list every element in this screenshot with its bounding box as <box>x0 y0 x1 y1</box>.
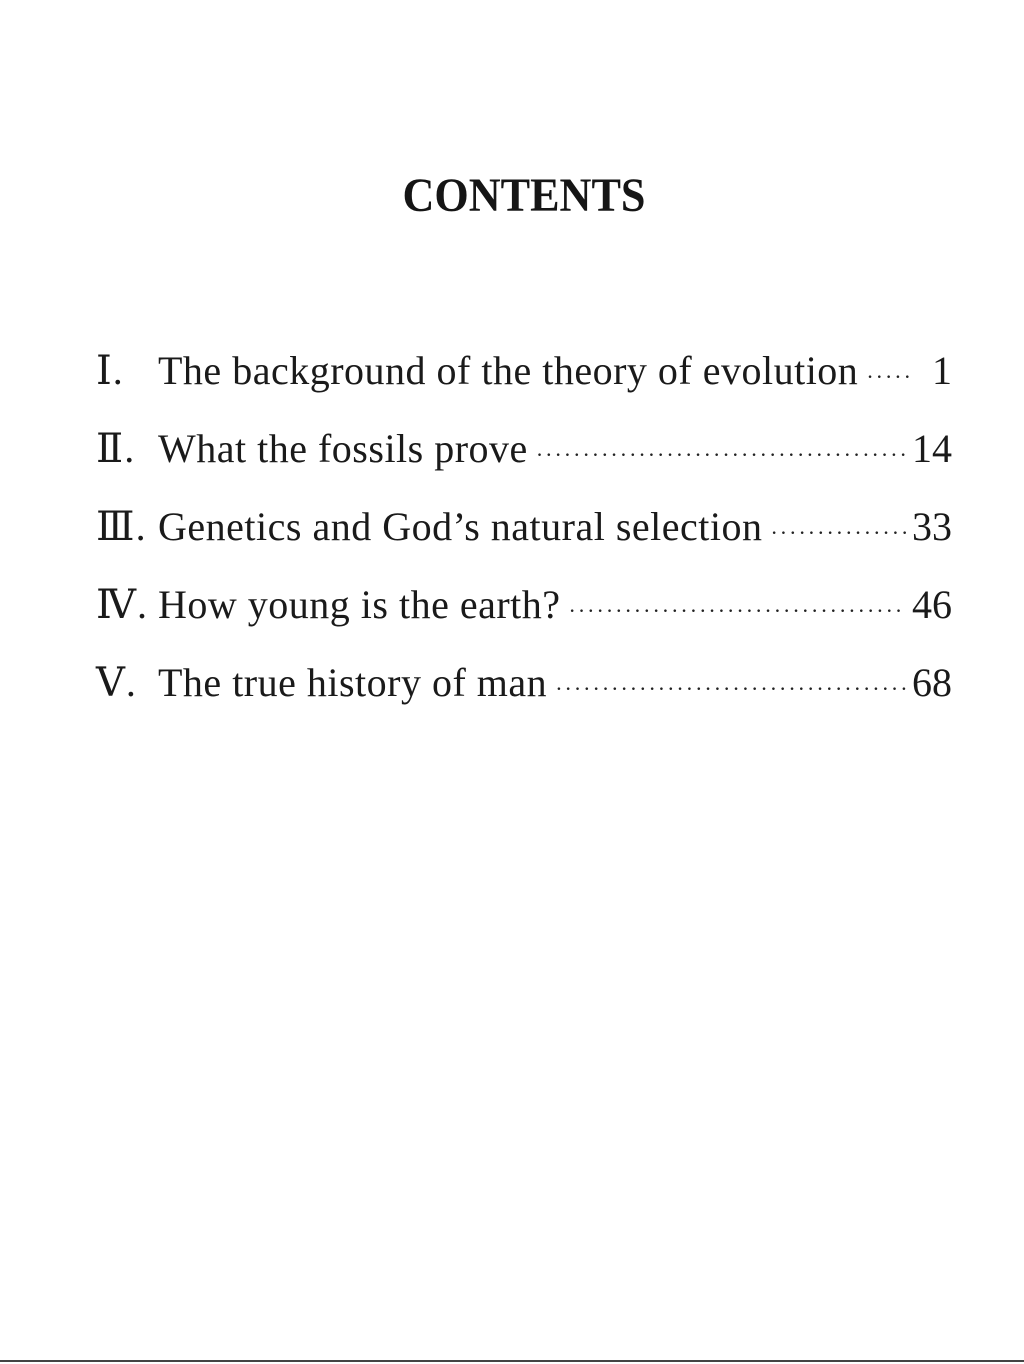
toc-entry-5 <box>96 644 952 722</box>
chapter-numeral: Ⅲ. <box>96 504 147 549</box>
dot-leader <box>770 494 906 572</box>
toc-entry-2 <box>96 410 952 488</box>
chapter-numeral: Ⅰ. <box>96 348 124 393</box>
chapter-numeral: Ⅱ. <box>96 426 136 471</box>
page-number: 68 <box>912 660 952 705</box>
dot-leader <box>569 572 906 650</box>
chapter-title: How young is the earth? <box>158 582 561 627</box>
dot-leader <box>555 650 906 728</box>
page-number: 46 <box>912 582 952 627</box>
dot-leader <box>866 338 912 416</box>
page-number: 33 <box>912 504 952 549</box>
toc-entry-1 <box>96 332 952 410</box>
toc-entry-4 <box>96 566 952 644</box>
chapter-numeral: Ⅳ. <box>96 582 148 627</box>
table-of-contents <box>96 332 952 722</box>
page-title: CONTENTS <box>402 169 646 222</box>
chapter-title: The background of the theory of evolution <box>158 348 859 393</box>
page-edge-rule <box>0 1360 1024 1362</box>
chapter-title: Genetics and God’s natural selection <box>158 504 763 549</box>
chapter-title: The true history of man <box>158 660 548 705</box>
dot-leader <box>536 416 906 494</box>
chapter-title: What the fossils prove <box>158 426 528 471</box>
page-number: 1 <box>932 348 952 393</box>
chapter-numeral: Ⅴ. <box>96 660 137 705</box>
page-number: 14 <box>912 426 952 471</box>
toc-entry-3 <box>96 488 952 566</box>
